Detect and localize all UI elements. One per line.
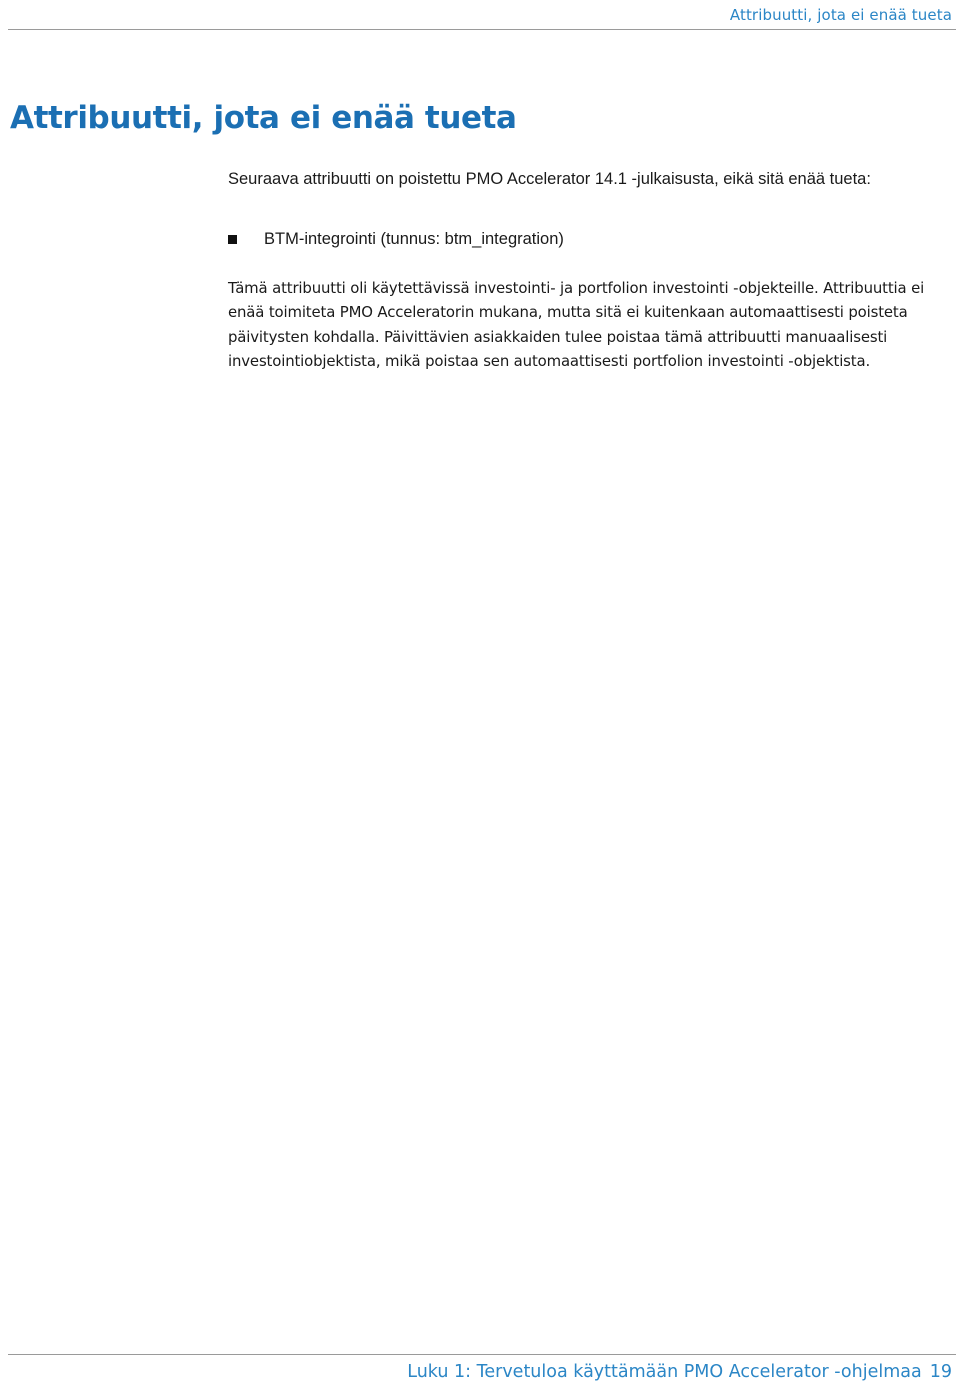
detail-paragraph: Tämä attribuutti oli käytettävissä investointi- ja portfolion investointi -objekteille. Attribuuttia ei enää toimiteta PMO Acceleratorin mukana, mutta sitä ei kuitenkaan automaattisesti poisteta päivitysten kohdalla. Päivittävien asiakkaiden tulee poistaa tämä attribuutti manuaalisesti investointiobjektista, mikä poistaa sen automaattisesti portfolion investointi -objektista.	[228, 279, 925, 371]
intro-paragraph: Seuraava attribuutti on poistettu PMO Accelerator 14.1 -julkaisusta, eikä sitä enää tueta:	[228, 170, 871, 188]
list-item	[228, 227, 934, 251]
page-footer	[407, 1362, 952, 1382]
header-divider	[8, 29, 956, 30]
list-item-text: BTM-integrointi (tunnus: btm_integration)	[264, 230, 564, 248]
page-number: 19	[929, 1362, 952, 1382]
square-bullet-icon	[228, 235, 237, 244]
footer-divider	[8, 1354, 956, 1355]
page-title: Attribuutti, jota ei enää tueta	[10, 100, 517, 136]
bullet-list	[228, 227, 934, 251]
running-header: Attribuutti, jota ei enää tueta	[729, 6, 952, 24]
footer-chapter: Luku 1: Tervetuloa käyttämään PMO Accelerator -ohjelmaa	[407, 1362, 922, 1382]
